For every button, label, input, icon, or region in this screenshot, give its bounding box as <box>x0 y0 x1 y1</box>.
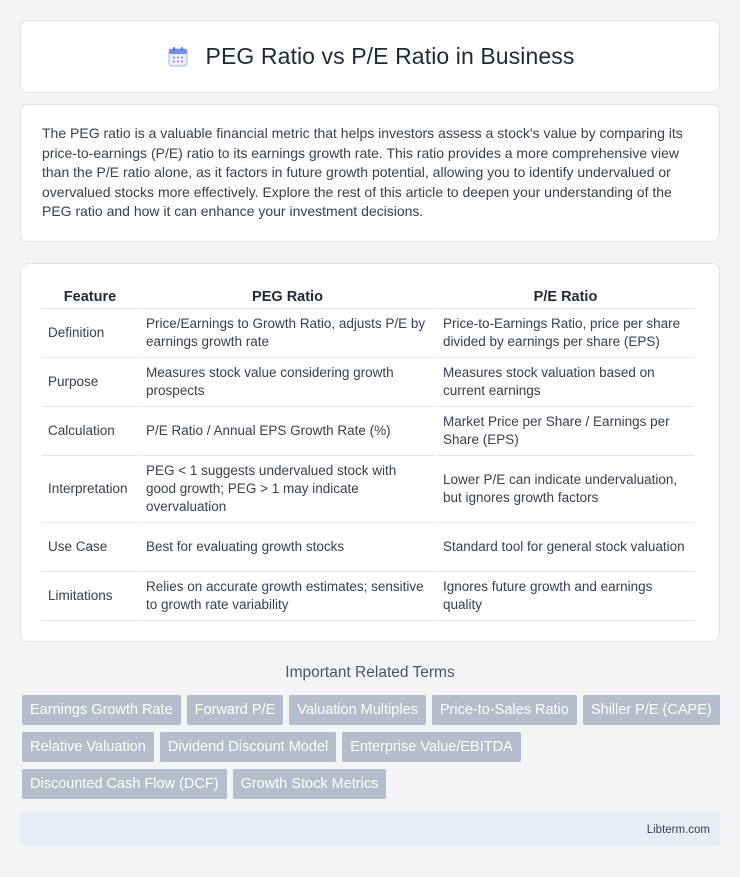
cell-peg: Best for evaluating growth stocks <box>140 523 435 572</box>
tag-enterprise-value-ebitda[interactable]: Enterprise Value/EBITDA <box>342 732 521 762</box>
header-feature: Feature <box>42 284 138 309</box>
header-pe-ratio: P/E Ratio <box>437 284 694 309</box>
cell-feature: Use Case <box>42 523 138 572</box>
cell-peg: P/E Ratio / Annual EPS Growth Rate (%) <box>140 407 435 456</box>
intro-text: The PEG ratio is a valuable financial metric that helps investors assess a stock's value by comparing its price-to-earnings (P/E) ratio to its earnings growth rate. This ratio provides a more comprehensive view than the P/E ratio alone, as it factors in future growth potential, allowing you to identify undervalued or overvalued stocks more effectively. Explore the rest of this article to deepen your understanding of the PEG ratio and how it can enhance your investment decisions. <box>42 125 683 220</box>
cell-feature: Calculation <box>42 407 138 456</box>
table-row <box>42 407 694 456</box>
cell-pe: Ignores future growth and earnings quality <box>437 572 694 621</box>
calendar-icon <box>166 45 190 69</box>
tag-discounted-cash-flow[interactable]: Discounted Cash Flow (DCF) <box>22 769 227 799</box>
table-header-row <box>42 284 694 309</box>
cell-pe: Lower P/E can indicate undervaluation, but ignores growth factors <box>437 456 694 523</box>
title-wrap <box>166 43 575 70</box>
related-tags <box>22 695 722 799</box>
tag-shiller-pe[interactable]: Shiller P/E (CAPE) <box>583 695 720 725</box>
header-peg-ratio: PEG Ratio <box>140 284 435 309</box>
cell-pe: Standard tool for general stock valuation <box>437 523 694 572</box>
table-row <box>42 523 694 572</box>
cell-peg: Price/Earnings to Growth Ratio, adjusts P/E by earnings growth rate <box>140 309 435 358</box>
comparison-table <box>40 284 696 621</box>
tag-earnings-growth-rate[interactable]: Earnings Growth Rate <box>22 695 181 725</box>
footer <box>20 813 720 846</box>
cell-feature: Limitations <box>42 572 138 621</box>
cell-pe: Price-to-Earnings Ratio, price per share divided by earnings per share (EPS) <box>437 309 694 358</box>
tag-dividend-discount-model[interactable]: Dividend Discount Model <box>160 732 336 762</box>
cell-peg: Measures stock value considering growth prospects <box>140 358 435 407</box>
cell-peg: Relies on accurate growth estimates; sensitive to growth rate variability <box>140 572 435 621</box>
cell-feature: Definition <box>42 309 138 358</box>
header-card <box>20 20 720 93</box>
related-terms-title: Important Related Terms <box>285 664 455 681</box>
table-row <box>42 309 694 358</box>
intro-card <box>20 104 720 242</box>
table-row <box>42 572 694 621</box>
cell-peg: PEG < 1 suggests undervalued stock with good growth; PEG > 1 may indicate overvaluation <box>140 456 435 523</box>
tag-price-to-sales-ratio[interactable]: Price-to-Sales Ratio <box>432 695 577 725</box>
cell-feature: Purpose <box>42 358 138 407</box>
footer-brand[interactable]: Libterm.com <box>646 823 710 836</box>
cell-feature: Interpretation <box>42 456 138 523</box>
cell-pe: Market Price per Share / Earnings per Share (EPS) <box>437 407 694 456</box>
tag-growth-stock-metrics[interactable]: Growth Stock Metrics <box>233 769 387 799</box>
tag-valuation-multiples[interactable]: Valuation Multiples <box>289 695 426 725</box>
table-card <box>20 263 720 642</box>
tag-relative-valuation[interactable]: Relative Valuation <box>22 732 154 762</box>
cell-pe: Measures stock valuation based on current earnings <box>437 358 694 407</box>
tag-forward-pe[interactable]: Forward P/E <box>187 695 284 725</box>
table-row <box>42 358 694 407</box>
table-row <box>42 456 694 523</box>
page-title: PEG Ratio vs P/E Ratio in Business <box>205 43 575 69</box>
